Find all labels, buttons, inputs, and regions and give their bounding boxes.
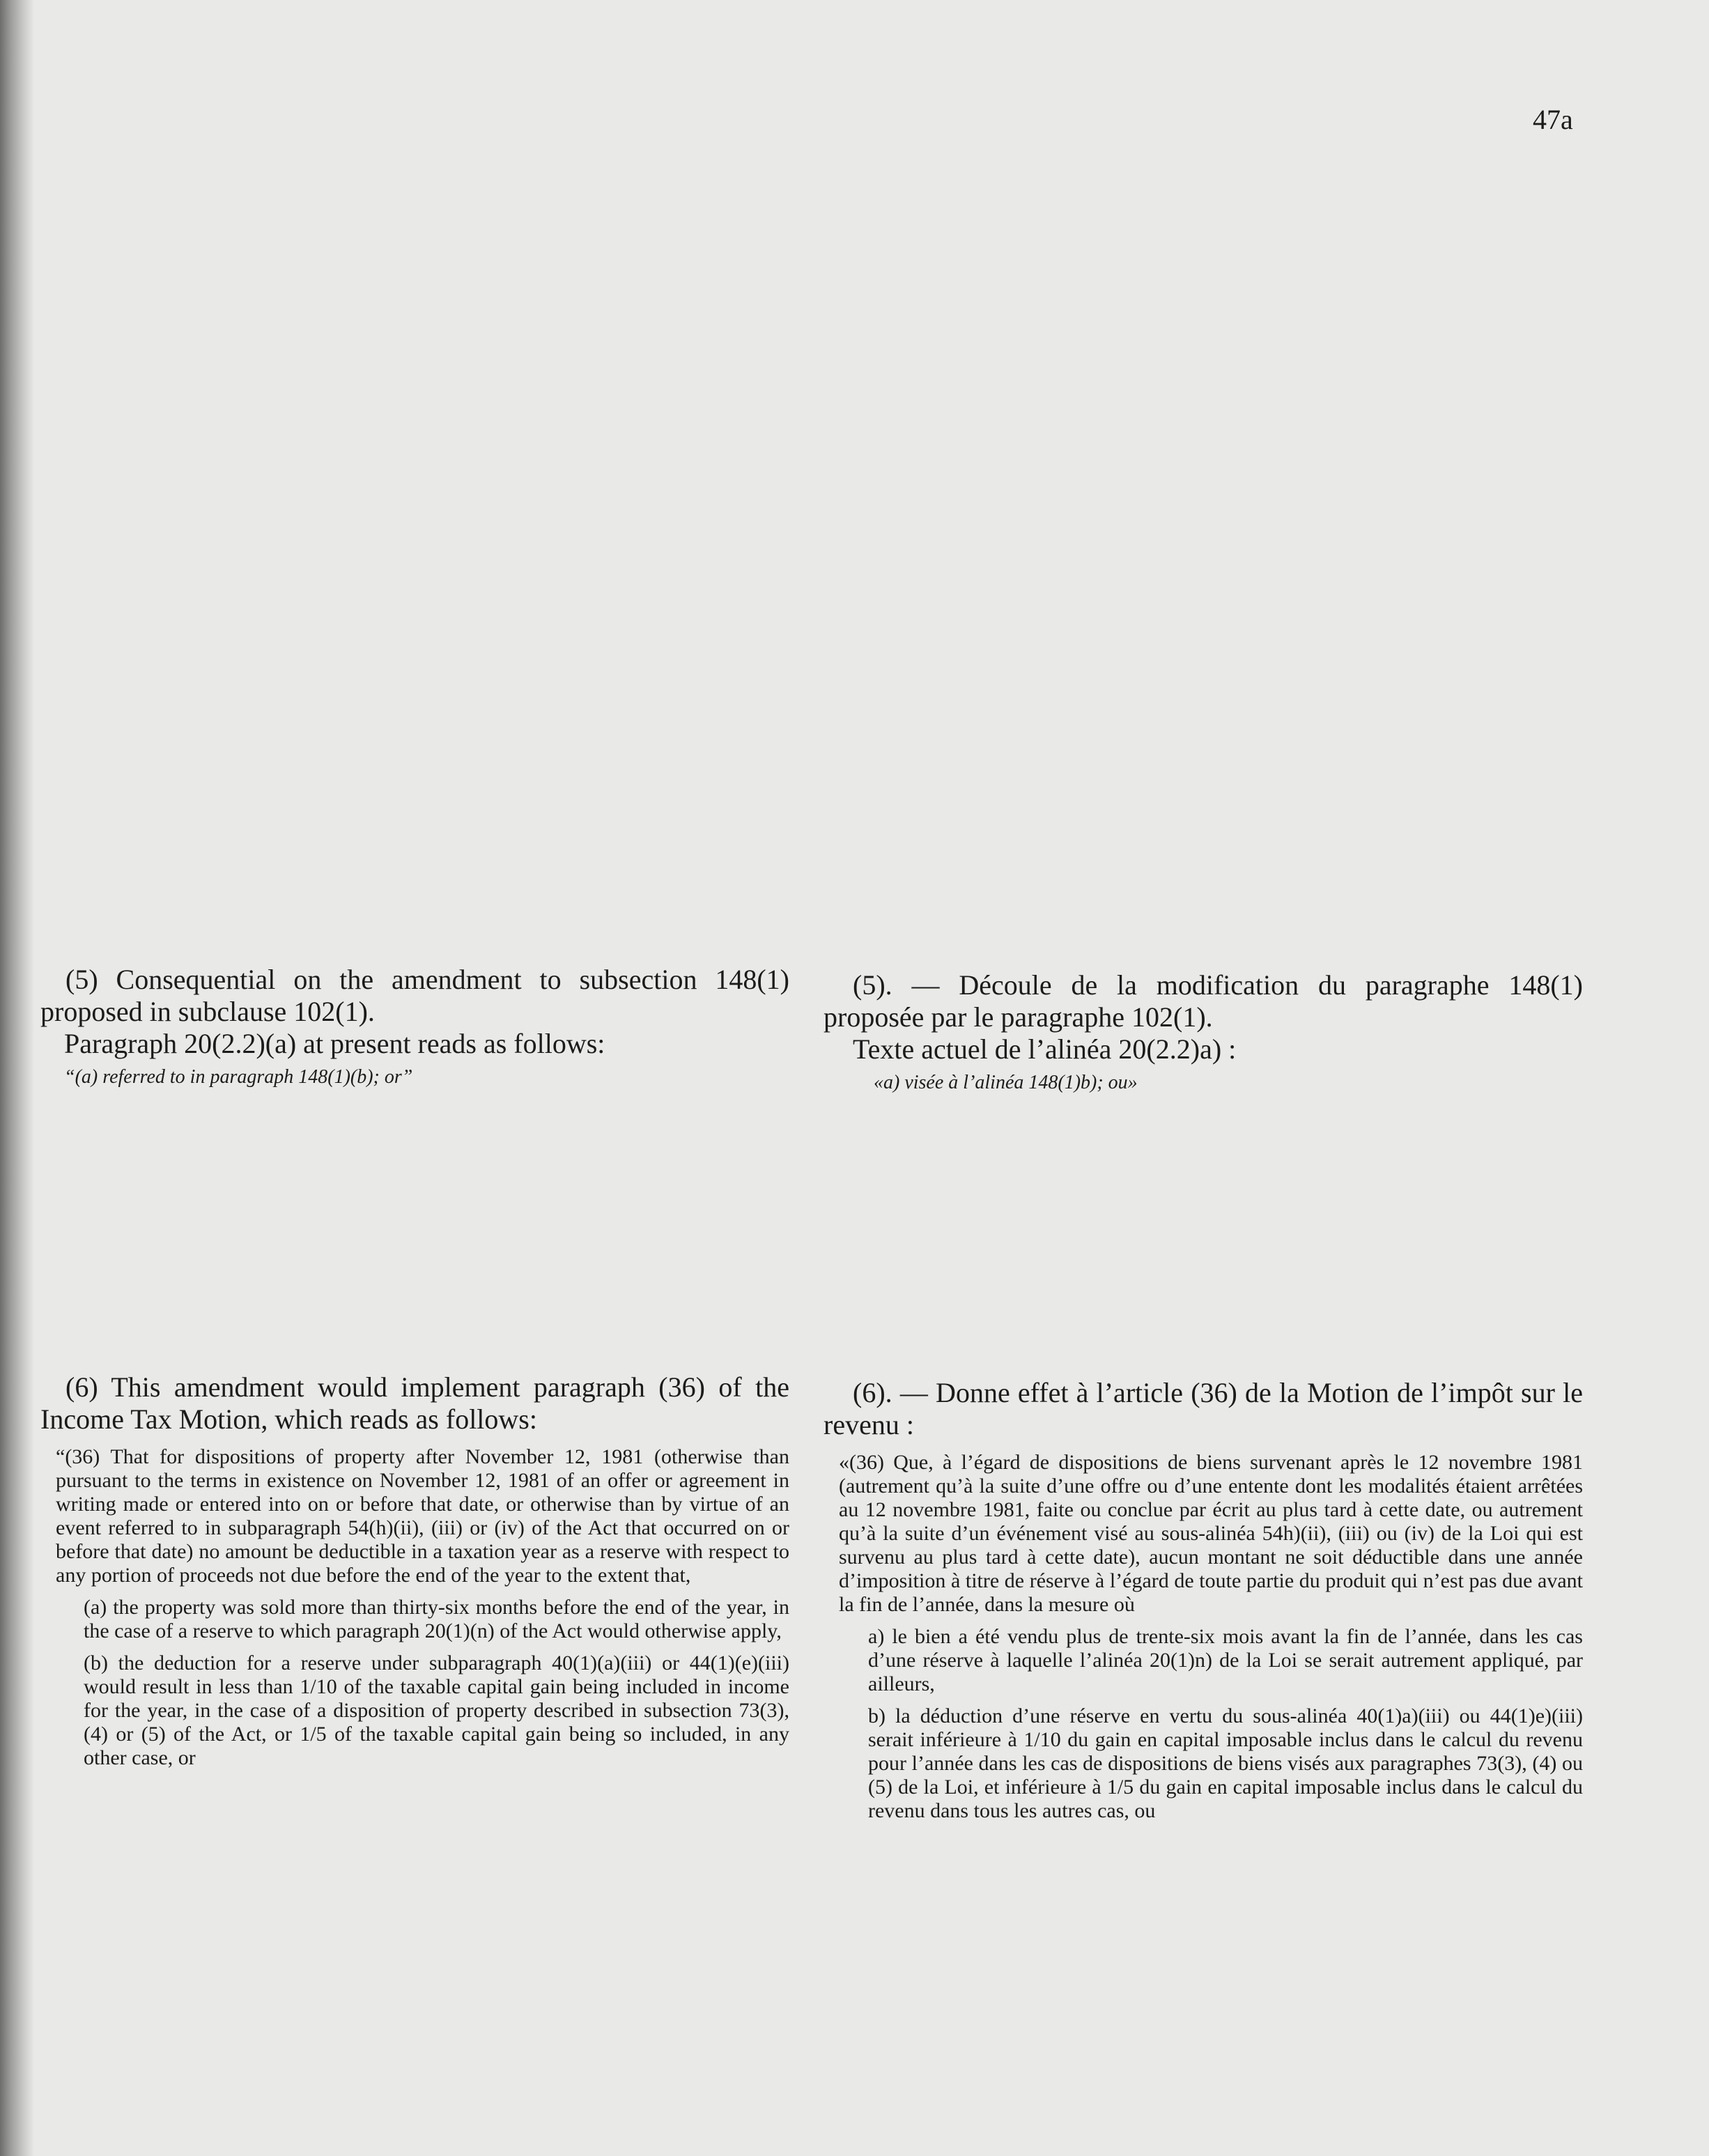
english-note-6-item-a: (a) the property was sold more than thirty-six months before the end of the year, in the case of a reserve to which paragraph 20(1)(n) of the Act would otherwise apply, [84,1596,789,1642]
book-binding-shadow [0,0,33,2156]
english-note-5 [40,964,789,1089]
french-note-5-intro: Texte actuel de l’alinéa 20(2.2)a) : [853,1033,1237,1065]
french-note-6-quote: «(36) Que, à l’égard de dispositions de biens survenant après le 12 novembre 1981 (autrement qu’à la suite d’une offre ou d’une entente dont les modalités étaient arrêtées au 12 novembre 1981, faite ou conclue par écrit au plus tard à cette date, ou autrement qu’à la suite d’un événement visé au sous-alinéa 54h)(ii), (iii) ou (iv) de la Loi qui est survenu au plus tard à cette date), aucun montant ne soit déductible dans une année d’imposition à titre de réserve à l’égard de toute partie du produit qui n’est pas due avant la fin de l’année, dans la mesure où [839,1451,1583,1616]
french-note-6-item-a: a) le bien a été vendu plus de trente-six mois avant la fin de l’année, dans les cas d’une réserve à laquelle l’alinéa 20(1)n) de la Loi se serait autrement appliqué, par ailleurs, [868,1625,1583,1695]
english-note-6-quote: “(36) That for dispositions of property after November 12, 1981 (otherwise than pursuant to the terms in existence on November 12, 1981 of an offer or agreement in writing made or entered into on or before that date, or otherwise than by virtue of an event referred to in subparagraph 54(h)(ii), (iii) or (iv) of the Act that occurred on or before that date) no amount be deductible in a taxation year as a reserve with respect to any portion of proceeds not due before the end of the year to the extent that, [56,1445,789,1587]
french-note-6-lead: (6). — Donne effet à l’article (36) de la Motion de l’impôt sur le revenu : [823,1377,1583,1440]
french-note-5-quote: «a) visée à l’alinéa 148(1)b); ou» [874,1072,1138,1093]
english-note-5-intro: Paragraph 20(2.2)(a) at present reads as follows: [64,1028,605,1059]
page-number: 47a [1533,104,1573,135]
show-through-right [857,181,1484,948]
english-note-5-quote: “(a) referred to in paragraph 148(1)(b); or” [64,1066,413,1088]
english-note-5-lead: (5) Consequential on the amendment to subsection 148(1) proposed in subclause 102(1). [40,964,789,1027]
show-through-left [230,230,801,927]
french-note-5 [823,969,1583,1095]
english-note-6-item-b: (b) the deduction for a reserve under subparagraph 40(1)(a)(iii) or 44(1)(e)(iii) would result in less than 1/10 of the taxable capital gain being included in income for the year, in the case of a disposition of property described in subsection 73(3), (4) or (5) of the Act, or 1/5 of the taxable capital gain being so included, in any other case, or [84,1651,789,1769]
french-note-5-lead: (5). — Découle de la modification du paragraphe 148(1) proposée par le paragraphe 102(1). [823,969,1583,1033]
english-note-6 [40,1371,789,1770]
french-note-6 [823,1377,1583,1823]
english-note-6-lead: (6) This amendment would implement paragraph (36) of the Income Tax Motion, which reads as follows: [40,1371,789,1435]
french-note-6-item-b: b) la déduction d’une réserve en vertu du sous-alinéa 40(1)a)(iii) ou 44(1)e)(iii) serait inférieure à 1/10 du gain en capital imposable inclus dans le calcul du revenu pour l’année dans les cas de dispositions de biens visés aux paragraphes 73(3), (4) ou (5) de la Loi, et inférieure à 1/5 du gain en capital imposable inclus dans le calcul du revenu dans tous les autres cas, ou [868,1704,1583,1822]
